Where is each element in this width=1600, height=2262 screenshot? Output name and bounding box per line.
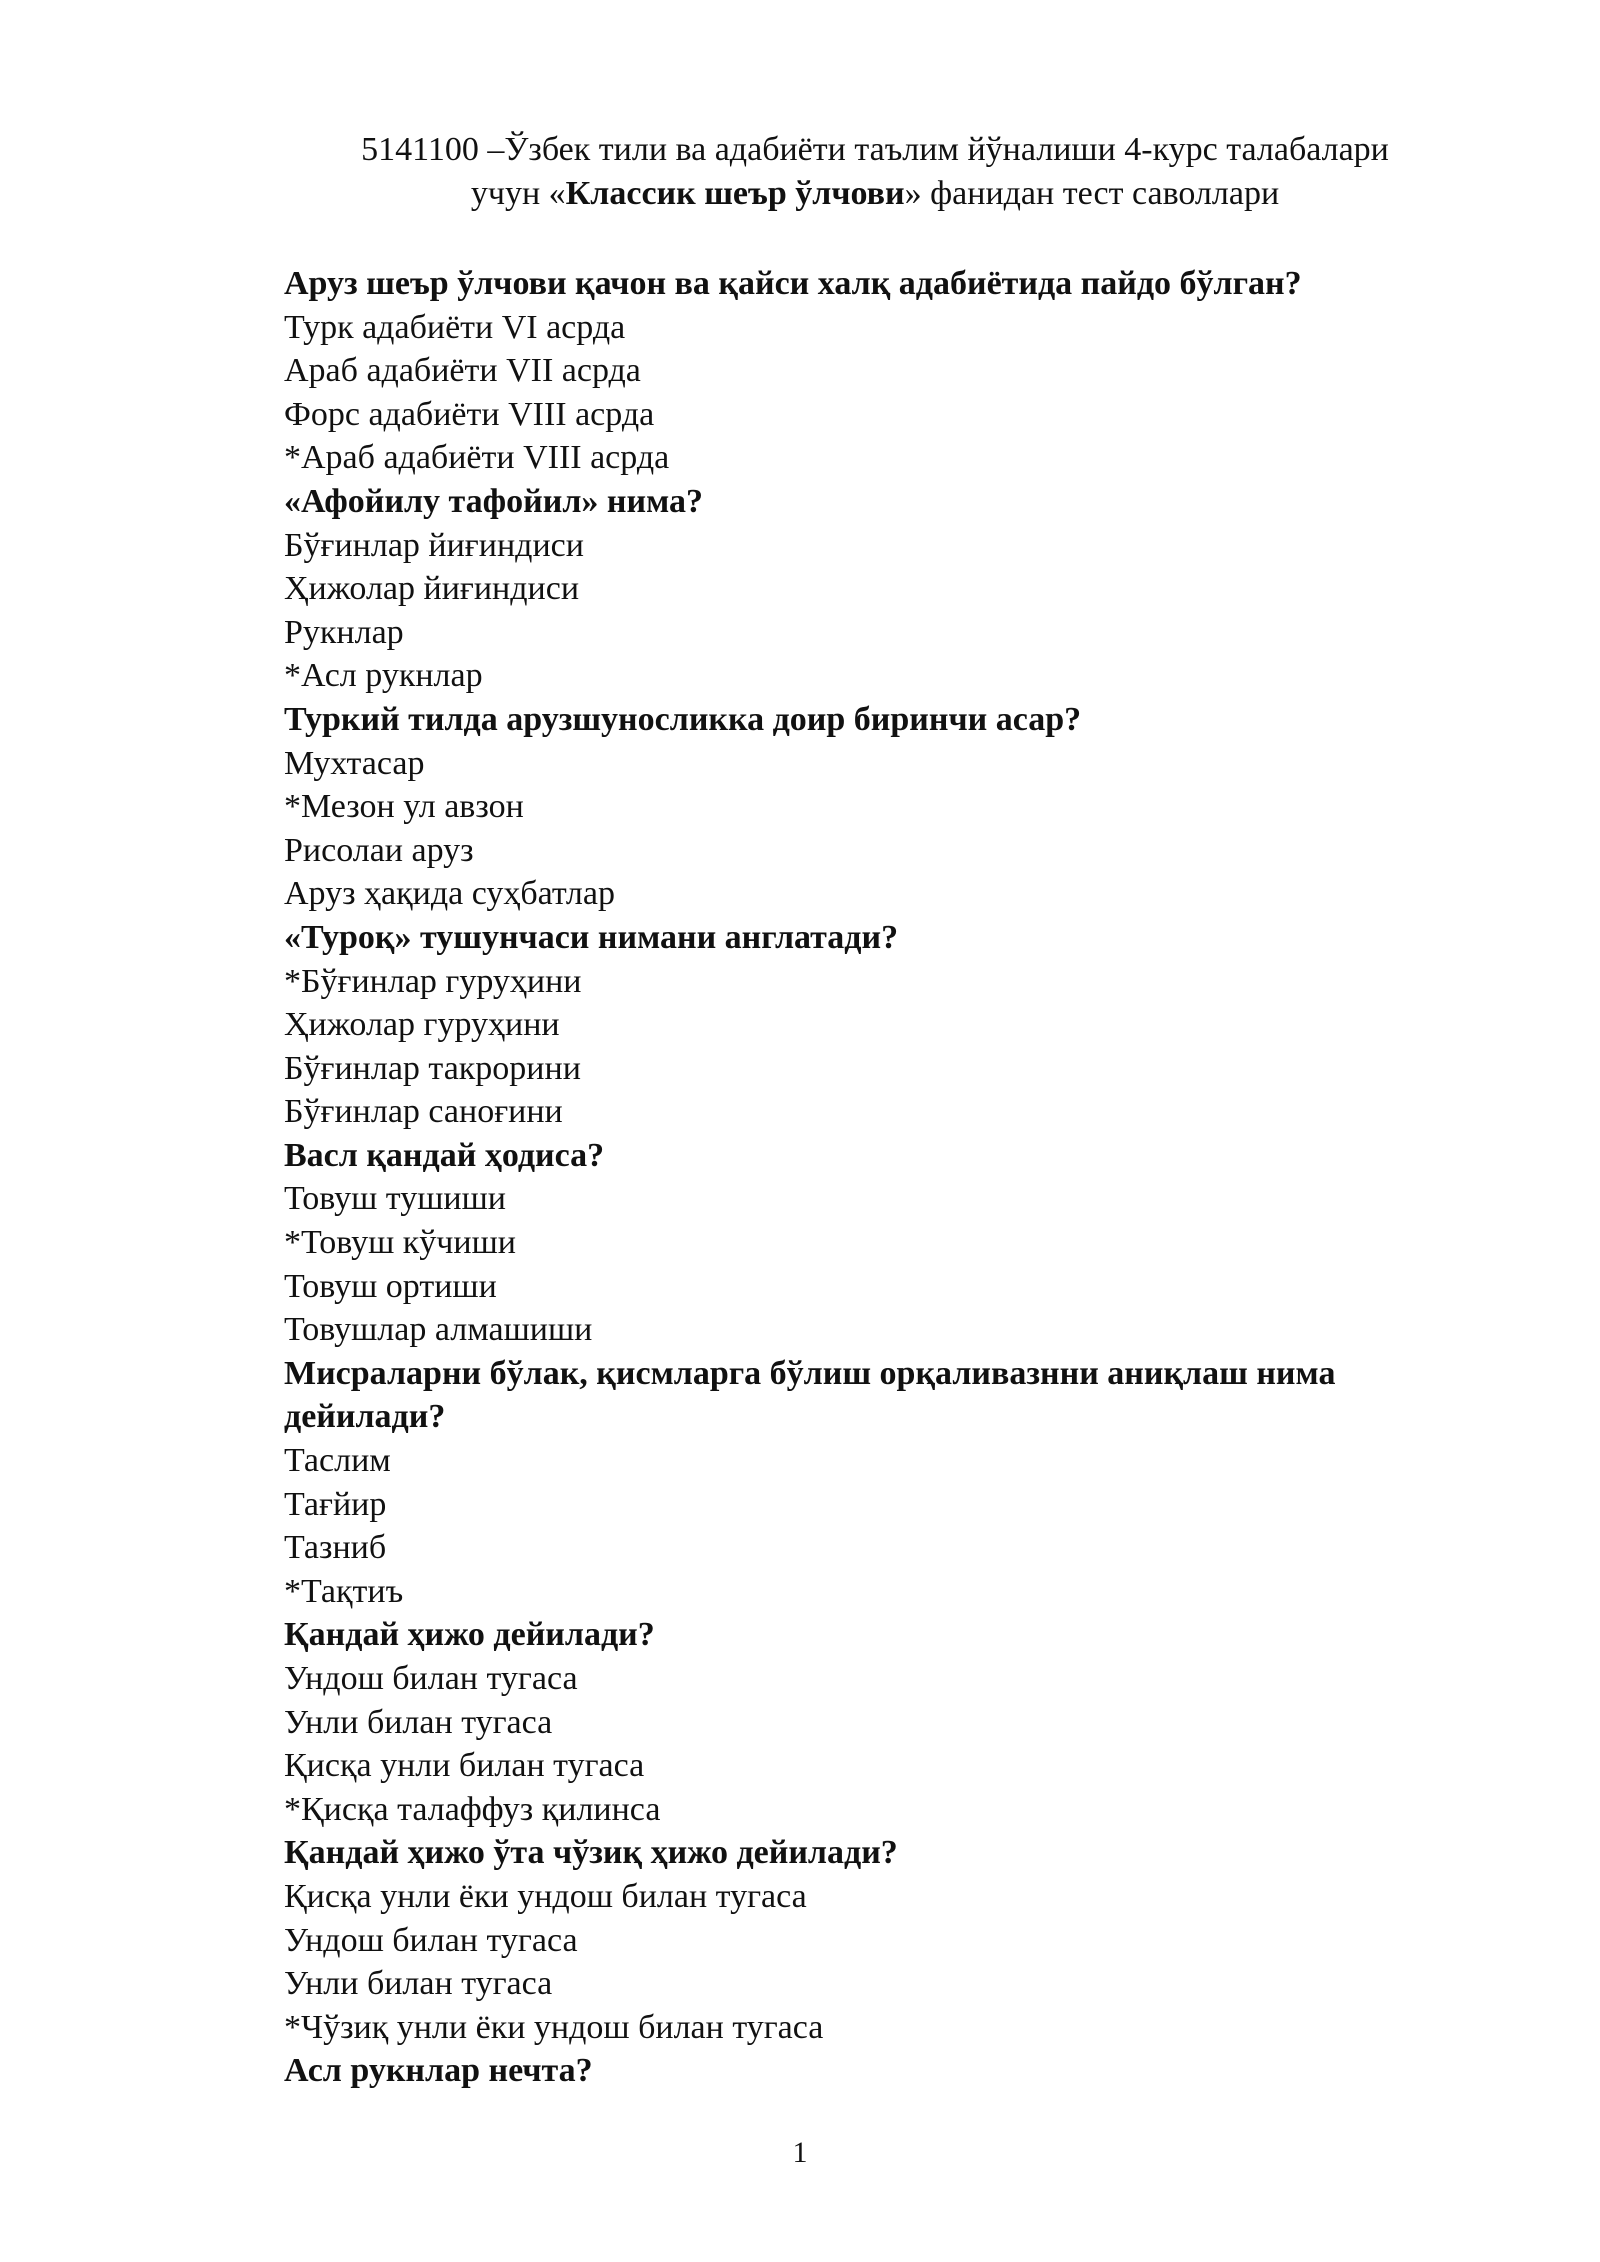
question-text: Асл рукнлар нечта? (284, 2052, 593, 2090)
answer-option-correct: *Бўғинлар гуруҳини (284, 962, 582, 1000)
answer-option: Турк адабиёти VI асрда (284, 308, 626, 346)
question-block (284, 480, 1484, 698)
answer-option: Аруз ҳақида суҳбатлар (284, 875, 615, 913)
answer-option: Унли билан тугаса (284, 1965, 553, 2003)
answer-option: Рисолаи аруз (284, 831, 474, 869)
question-text: Қандай ҳижо ўта чўзиқ ҳижо дейилади? (284, 1834, 898, 1872)
answer-option-correct: *Чўзиқ унли ёки ундош билан тугаса (284, 2008, 824, 2046)
answer-option-correct: *Араб адабиёти VIII асрда (284, 439, 670, 477)
answer-option: Товушлар алмашиши (284, 1311, 593, 1349)
question-block (284, 1613, 1484, 1831)
answer-option: Тазниб (284, 1529, 387, 1567)
question-block (284, 1134, 1484, 1352)
answer-option: Қисқа унли билан тугаса (284, 1747, 645, 1785)
answer-option: Ҳижолар йиғиндиси (284, 570, 580, 608)
question-text: «Афойилу тафойил» нима? (284, 482, 704, 520)
answer-option: Ундош билан тугаса (284, 1921, 578, 1959)
header-line-2 (300, 172, 1450, 216)
answer-option: Ҳижолар гуруҳини (284, 1006, 560, 1044)
question-text: «Туроқ» тушунчаси нимани англатади? (284, 918, 899, 956)
answer-option-correct: *Қисқа талаффуз қилинса (284, 1790, 661, 1828)
question-text: Васл қандай ҳодиса? (284, 1136, 605, 1174)
question-text: Аруз шеър ўлчови қачон ва қайси халқ адабиётида пайдо бўлган? (284, 265, 1302, 302)
answer-option: Рукнлар (284, 613, 404, 651)
answer-option-correct: *Асл рукнлар (284, 657, 483, 695)
answer-option: Таслим (284, 1442, 391, 1480)
question-text: Мисраларни бўлак, қисмларга бўлиш орқаливазнни аниқлаш нима дейилади? (284, 1354, 1336, 1436)
header-line-2-suffix: » фанидан тест саволлари (904, 175, 1280, 212)
answer-option: Ундош билан тугаса (284, 1660, 578, 1697)
document-header (300, 128, 1450, 216)
answer-option-correct: *Товуш кўчиши (284, 1224, 516, 1262)
question-text: Қандай ҳижо дейилади? (284, 1616, 655, 1654)
header-line-2-prefix: учун « (470, 175, 566, 212)
question-block (284, 2049, 1484, 2093)
question-block (284, 916, 1484, 1134)
subject-title: Классик шеър ўлчови (565, 175, 905, 212)
answer-option: Товуш ортиши (284, 1267, 497, 1305)
answer-option: Араб адабиёти VII асрда (284, 352, 641, 390)
answer-option: Қисқа унли ёки ундош билан тугаса (284, 1877, 807, 1915)
answer-option: Унли билан тугаса (284, 1703, 553, 1741)
page-number: 1 (792, 2136, 808, 2169)
question-text: Туркий тилда арузшуносликка доир биринчи асар? (284, 700, 1082, 738)
answer-option-correct: *Мезон ул авзон (284, 788, 524, 826)
answer-option-correct: *Тақтиъ (284, 1572, 404, 1610)
header-line-1: 5141100 –Ўзбек тили ва адабиёти таълим йўналиши 4-курс талабалари (361, 131, 1389, 168)
answer-option: Бўғинлар саноғини (284, 1093, 563, 1131)
answer-option: Форс адабиёти VIII асрда (284, 395, 655, 433)
question-block (284, 1352, 1484, 1614)
question-block (284, 262, 1484, 480)
question-block (284, 1831, 1484, 2049)
answer-option: Тағйир (284, 1485, 387, 1523)
question-block (284, 698, 1484, 916)
question-list (284, 262, 1484, 2093)
answer-option: Товуш тушиши (284, 1180, 506, 1218)
answer-option: Мухтасар (284, 744, 425, 782)
answer-option: Бўғинлар такрорини (284, 1049, 581, 1087)
answer-option: Бўғинлар йиғиндиси (284, 526, 584, 564)
